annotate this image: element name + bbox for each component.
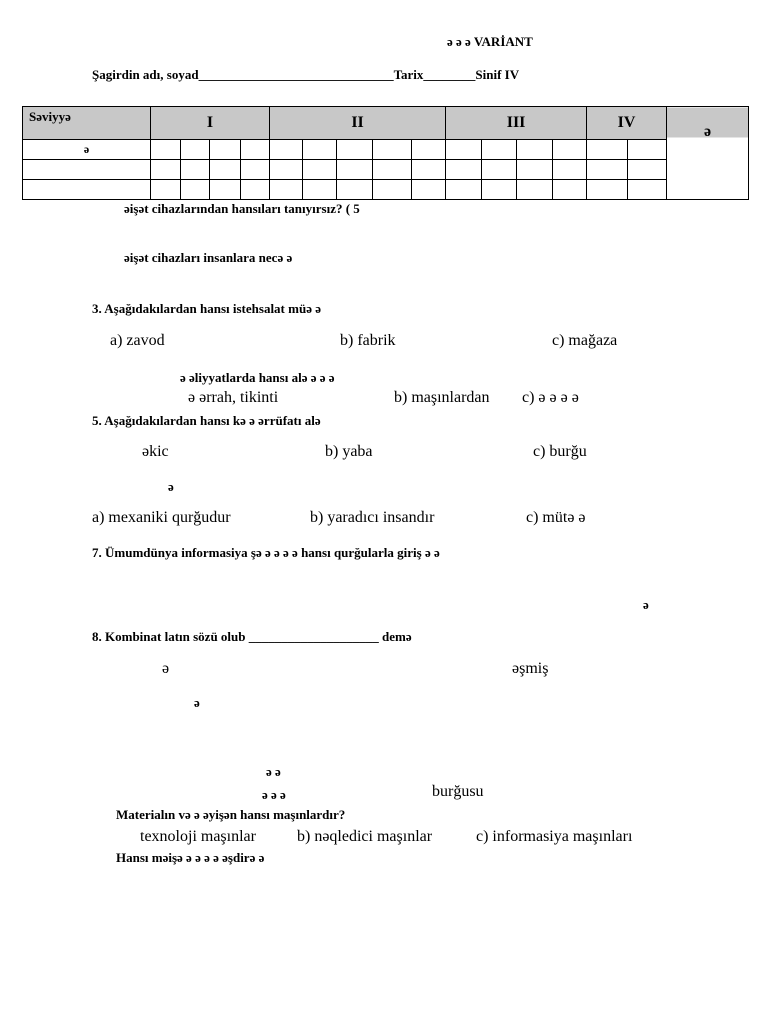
q3-option-b: b) fabrik [340, 332, 396, 349]
q10-option-c: c) informasiya maşınları [476, 828, 633, 845]
q7-tail: ə [643, 597, 649, 612]
grading-table [22, 106, 749, 200]
level-1: I [151, 107, 270, 140]
q5-option-c: c) burğu [533, 443, 587, 460]
question-9: ə ə [266, 764, 281, 779]
q5-option-a: əkic [142, 443, 169, 460]
table-row [23, 180, 749, 200]
row-label: ə [23, 140, 151, 160]
q10-option-b: b) nəqledici maşınlar [297, 828, 433, 845]
q3-option-a: a) zavod [110, 332, 165, 349]
q3-option-c: c) mağaza [552, 332, 618, 349]
q4-option-c: c) ə ə ə ə [522, 389, 579, 406]
question-8: 8. Kombinat latın sözü olub ____________________ demə [92, 629, 412, 644]
question-7: 7. Ümumdünya informasiya şə ə ə ə ə hansı qurğularla giriş ə ə [92, 545, 440, 560]
question-6: ə [168, 479, 174, 494]
level-2: II [270, 107, 446, 140]
q4-option-b: b) maşınlardan [394, 389, 490, 406]
q9-option-b: burğusu [432, 783, 484, 800]
question-4: ə əliyyatlarda hansı alə ə ə ə [180, 370, 335, 385]
q6-option-b: b) yaradıcı insandır [310, 509, 435, 526]
q6-option-a: a) mexaniki qurğudur [92, 509, 231, 526]
question-2: əişət cihazları insanlara necə ə [124, 250, 293, 265]
question-3: 3. Aşağıdakılardan hansı istehsalat müə ə [92, 301, 321, 316]
question-10: Materialın və ə əyişən hansı maşınlardır? [116, 807, 346, 822]
q9-option-a: ə ə ə [262, 787, 286, 802]
q8-sub: ə [194, 695, 200, 710]
q5-option-b: b) yaba [325, 443, 373, 460]
variant-title: ə ə ə VARİANT [447, 34, 533, 49]
level-3: III [446, 107, 587, 140]
question-1: əişət cihazlarından hansıları tanıyırsız? ( 5 [124, 201, 360, 216]
q4-option-a: ə ərrah, tikinti [188, 389, 279, 406]
question-11: Hansı məişə ə ə ə ə əşdirə ə [116, 850, 265, 865]
student-info-line: Şagirdin adı, soyad______________________________Tarix________Sinif IV [92, 67, 520, 82]
level-4: IV [587, 107, 667, 140]
q8-option-right: əşmiş [512, 660, 549, 677]
table-header-row [23, 107, 749, 140]
total-column: ə [667, 107, 749, 200]
q10-option-a: texnoloji maşınlar [140, 828, 256, 845]
q6-option-c: c) mütə ə [526, 509, 586, 526]
table-row [23, 160, 749, 180]
level-label: Səviyyə [23, 107, 151, 140]
q8-option-left: ə [162, 660, 170, 677]
table-row [23, 140, 749, 160]
question-5: 5. Aşağıdakılardan hansı kə ə ərrüfatı alə [92, 413, 321, 428]
